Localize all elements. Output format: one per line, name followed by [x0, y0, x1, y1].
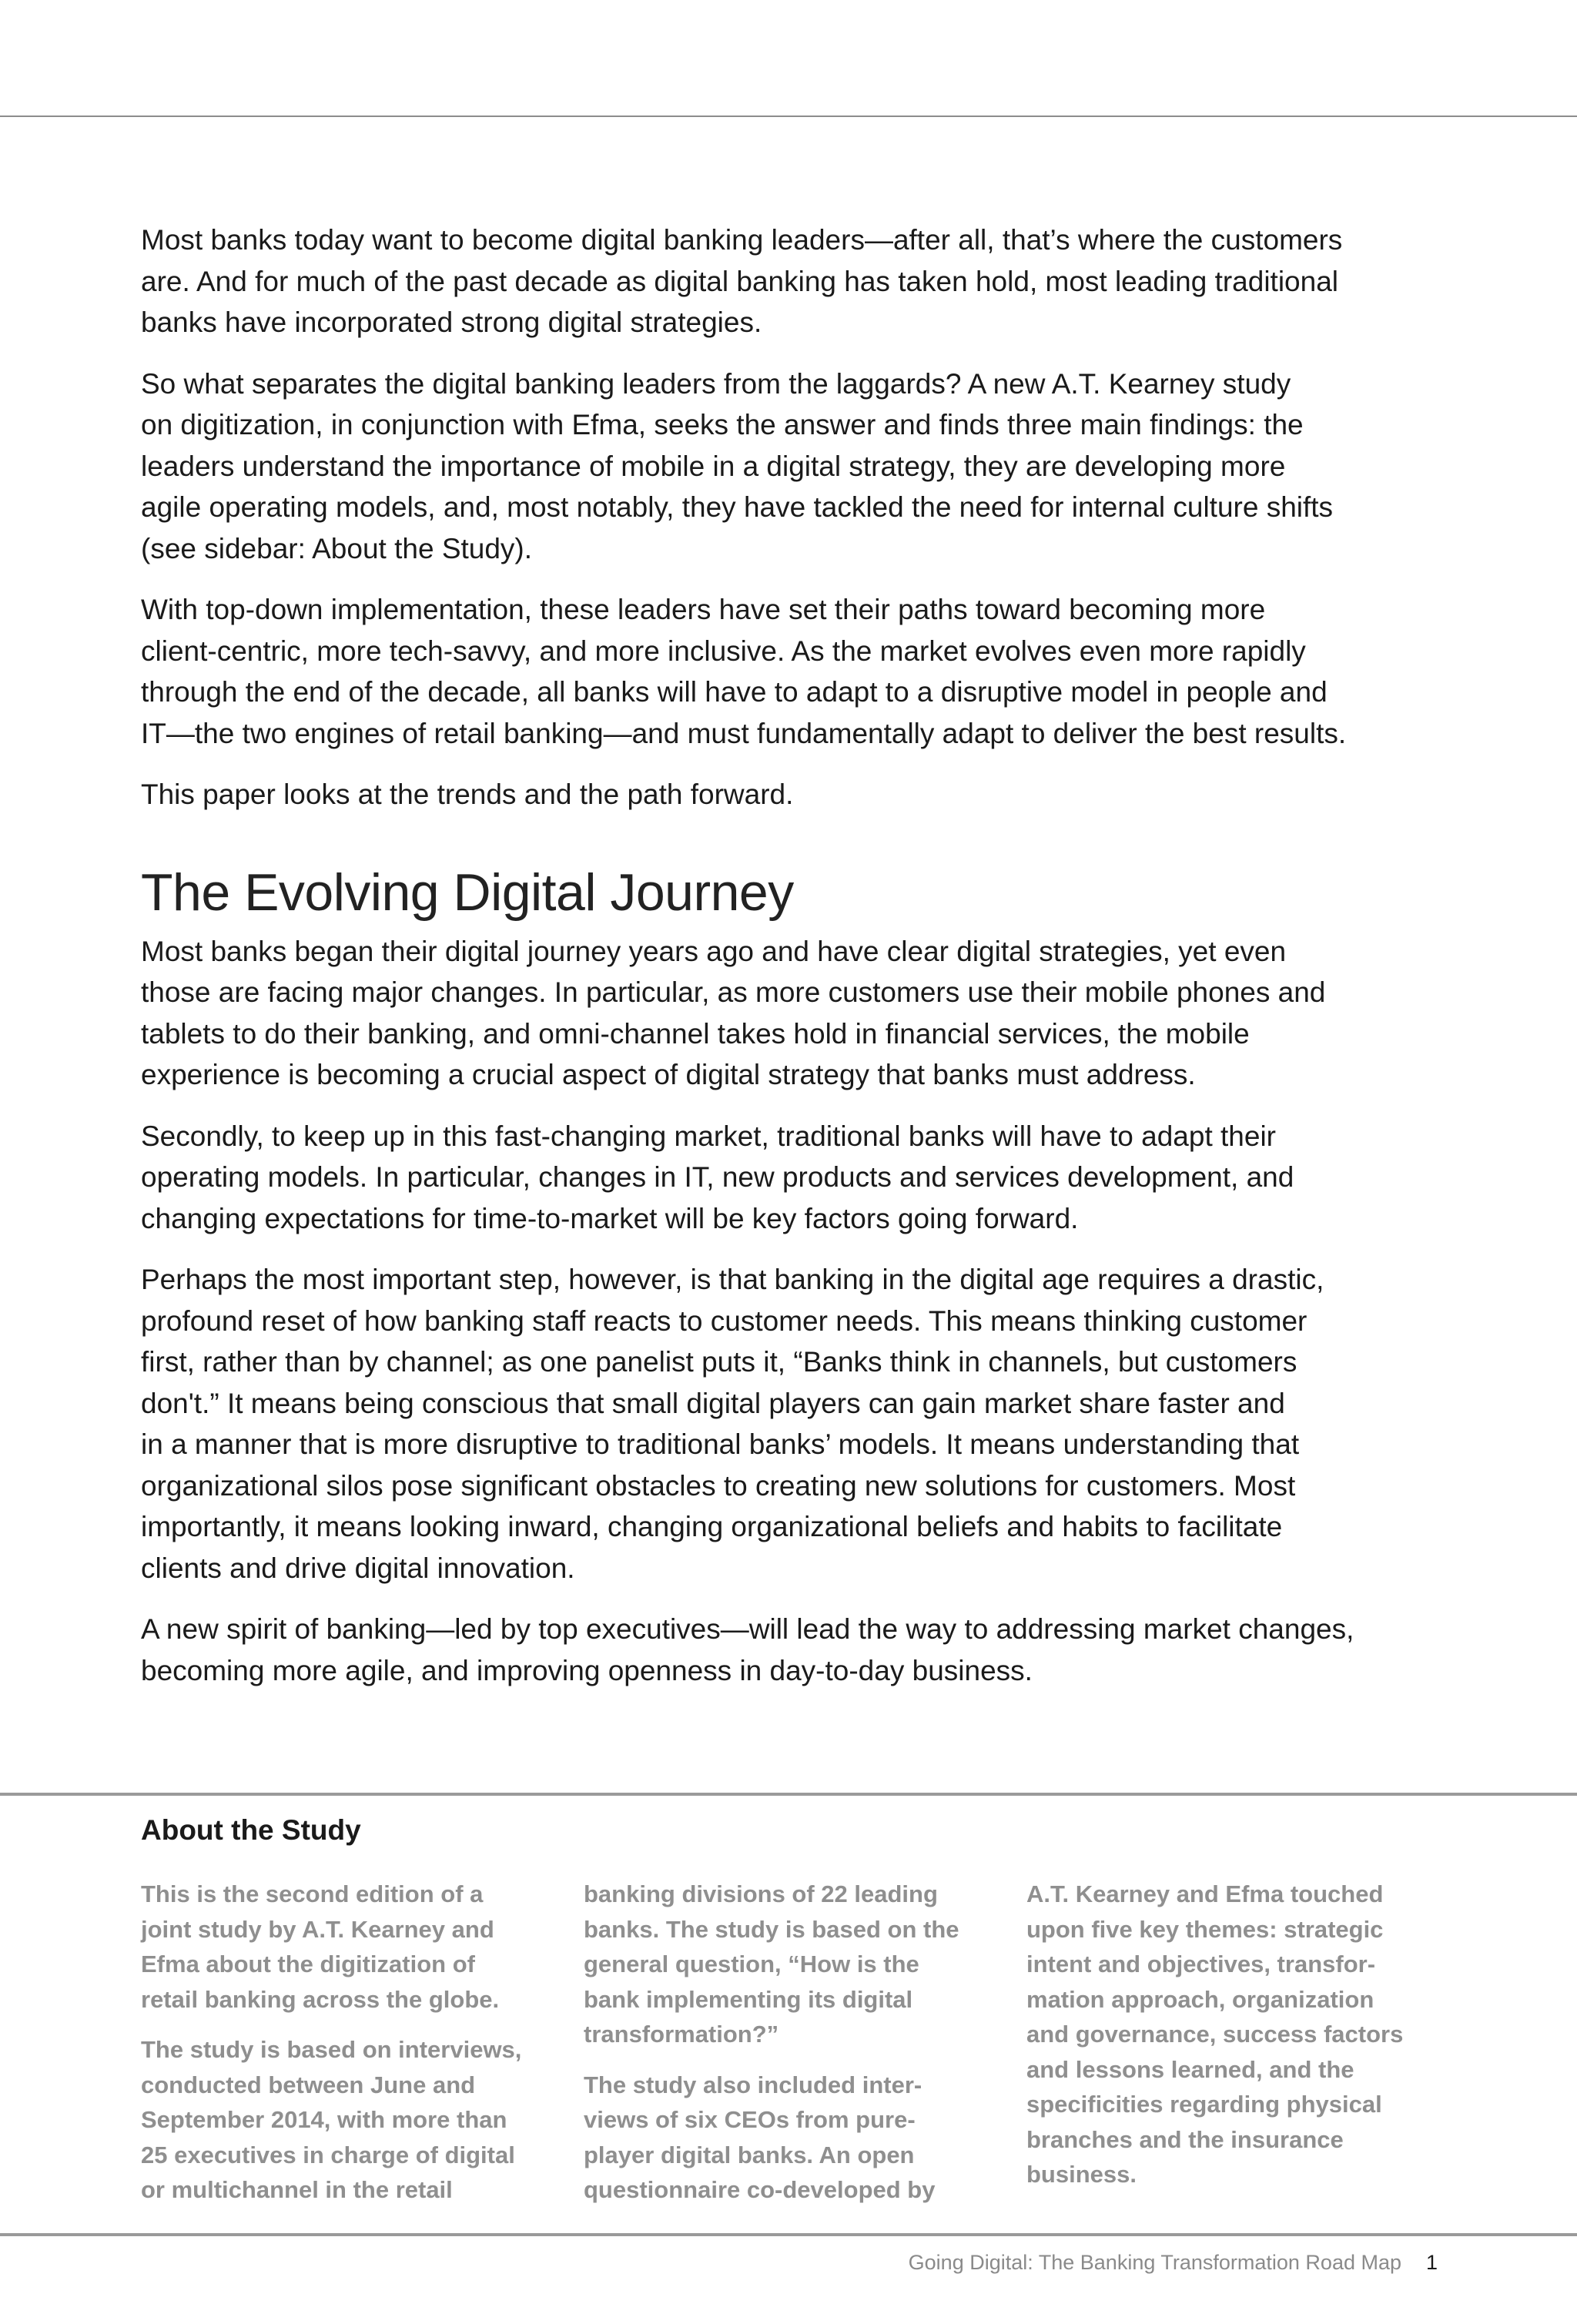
intro-paragraph: So what separates the digital banking leaders from the laggards? A new A.T. Kearney study on digitization, in conjunction with Efma, seeks the answer and finds three main findings: the leaders understand the importance of mobile in a digital strategy, they are developing more agile operating models, and, most notably, they have tackled the need for internal culture shifts (see sidebar: About the Study).	[141, 367, 1334, 564]
intro-paragraph: With top-down implementation, these leaders have set their paths toward becoming more client-centric, more tech-savvy, and more inclusive. As the market evolves even more rapidly through the end of the decade, all banks will have to adapt to a disruptive model in people and IT—the two engines of retail banking—and must fundamentally adapt to deliver the best results.	[141, 594, 1347, 749]
footer-title: Going Digital: The Banking Transformation Road Map	[908, 2251, 1401, 2274]
intro-paragraph: This paper looks at the trends and the path forward.	[141, 779, 794, 810]
sidebar-paragraph: banking divisions of 22 leading banks. The study is based on the general question, “How is the bank implementing its digital transformation?”	[584, 1880, 959, 2048]
section-paragraph: Most banks began their digital journey years ago and have clear digital strategies, yet even those are facing major changes. In particular, as more customers use their mobile phones and tablets to do their banking, and omni-channel takes hold in financial services, the mobile experience is becoming a crucial aspect of digital strategy that banks must address.	[141, 935, 1326, 1090]
intro-paragraph: Most banks today want to become digital banking leaders—after all, that’s where the customers are. And for much of the past decade as digital banking has taken hold, most leading traditional banks have incorporated strong digital strategies.	[141, 224, 1343, 338]
sidebar-column-3	[1026, 1877, 1446, 2208]
page-number: 1	[1426, 2251, 1438, 2274]
section-paragraph: Perhaps the most important step, however, is that banking in the digital age requires a drastic, profound reset of how banking staff reacts to customer needs. This means thinking customer first, rather than by channel; as one panelist puts it, “Banks think in channels, but customers don't.” It means being conscious that small digital players can gain market share faster and in a manner that is more disruptive to traditional banks’ models. It means understanding that organizational silos pose significant obstacles to creating new solutions for customers. Most importantly, it means looking inward, changing organizational beliefs and habits to facilitate clients and drive digital innovation.	[141, 1264, 1324, 1584]
main-body	[141, 219, 1442, 1711]
sidebar-column-2	[584, 1877, 1003, 2223]
sidebar-top-rule	[0, 1793, 1577, 1796]
sidebar-paragraph: The study is based on interviews, conducted between June and September 2014, with more than 25 executives in charge of digital or multichannel in the retail	[141, 2036, 522, 2203]
sidebar-paragraph: This is the second edition of a joint study by A.T. Kearney and Efma about the digitization of retail banking across the globe.	[141, 1880, 500, 2013]
section-heading: The Evolving Digital Journey	[141, 862, 794, 922]
sidebar-title: About the Study	[141, 1814, 361, 1846]
sidebar-paragraph: A.T. Kearney and Efma touched upon five key themes: strategic intent and objectives, transfor- mation approach, organization and governance, success factors and lessons learned, and the specificities regarding physical branches and the insurance business.	[1026, 1880, 1404, 2188]
section-paragraph: Secondly, to keep up in this fast-changing market, traditional banks will have to adapt their operating models. In particular, changes in IT, new products and services development, and changing expectations for time-to-market will be key factors going forward.	[141, 1120, 1294, 1234]
sidebar-paragraph: The study also included inter- views of six CEOs from pure- player digital banks. An open questionnaire co-developed by	[584, 2071, 936, 2203]
section-paragraph: A new spirit of banking—led by top executives—will lead the way to addressing market changes, becoming more agile, and improving openness in day-to-day business.	[141, 1613, 1354, 1686]
sidebar-column-1	[141, 1877, 561, 2223]
sidebar-bottom-rule	[0, 2233, 1577, 2236]
header-rule	[0, 116, 1577, 117]
